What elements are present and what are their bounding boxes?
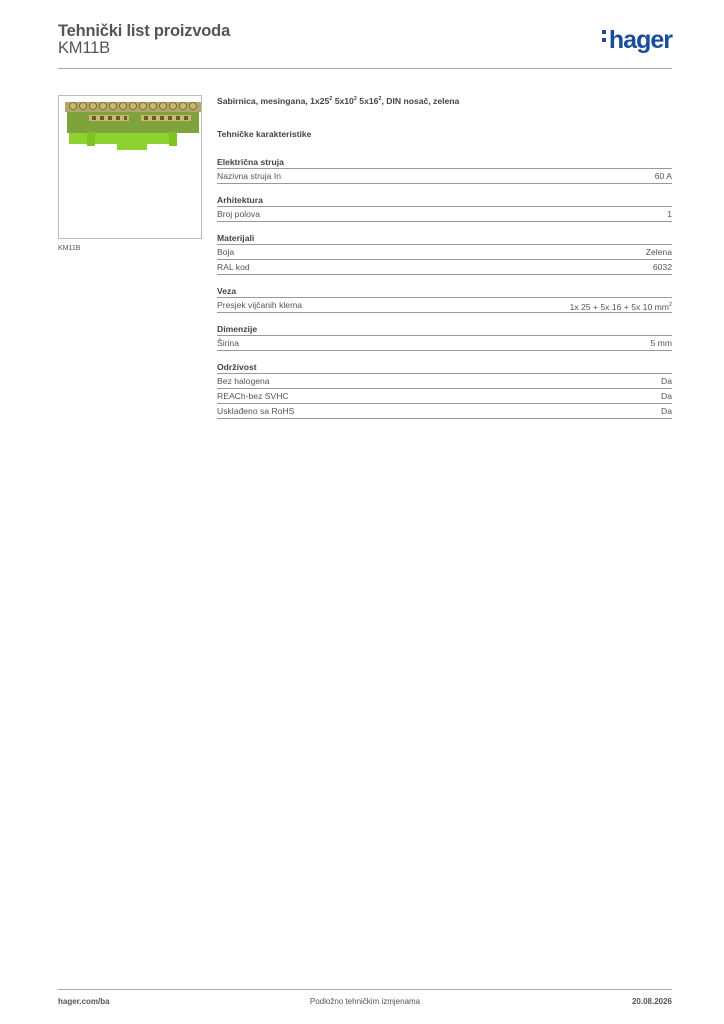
document-title: Tehnički list proizvoda [58, 22, 231, 40]
image-caption: KM11B [58, 245, 81, 252]
section-title: Dimenzije [217, 322, 672, 336]
spec-label: Presjek vijčanih klema [217, 300, 303, 310]
page-header [58, 20, 672, 70]
spec-row [217, 260, 672, 275]
spec-label: Nazivna struja In [217, 171, 282, 181]
change-notice: Podložno tehničkim izmjenama [309, 997, 421, 1006]
product-code: KM11B [58, 39, 110, 57]
logo-text: hager [608, 26, 672, 54]
hager-logo[interactable] [602, 26, 672, 54]
spec-value: 6032 [652, 262, 672, 272]
section-dimensions [217, 322, 672, 351]
spec-row [217, 389, 672, 404]
spec-label: Bez halogena [217, 376, 270, 386]
spec-row [217, 245, 672, 260]
spec-value: 1 [667, 209, 672, 219]
section-title: Održivost [217, 360, 672, 374]
spec-label: RAL kod [217, 262, 250, 272]
spec-value: Da [661, 391, 672, 401]
header-divider [58, 68, 672, 69]
spec-row [217, 298, 672, 313]
section-title: Arhitektura [217, 193, 672, 207]
product-description: Sabirnica, mesingana, $1x25^2$ $5x10^2$ $5x16^2$, DIN nosač, zelena [217, 96, 460, 106]
spec-value: Zelena [645, 247, 672, 257]
website-link[interactable]: hager.com/ba [58, 997, 110, 1006]
spec-label: Usklađeno sa RoHS [217, 406, 295, 416]
footer-divider [58, 989, 672, 990]
logo-colon-icon [602, 26, 607, 46]
technical-heading: Tehničke karakteristike [217, 129, 312, 139]
spec-value: 1x 25 + 5x 16 + 5x 10 $mm^2$ [569, 301, 672, 312]
spec-label: Boja [217, 247, 235, 257]
spec-row [217, 336, 672, 351]
section-materials [217, 231, 672, 275]
spec-label: REACh-bez SVHC [217, 391, 289, 401]
spec-row [217, 169, 672, 184]
spec-value: Da [661, 376, 672, 386]
specifications [217, 96, 672, 428]
spec-value: 5 mm [650, 338, 672, 348]
busbar-terminal-icon [59, 96, 202, 239]
section-connection [217, 284, 672, 313]
spec-row [217, 207, 672, 222]
section-title: Veza [217, 284, 672, 298]
spec-value: 60 A [654, 171, 672, 181]
spec-label: Broj polova [217, 209, 260, 219]
spec-row [217, 374, 672, 389]
spec-row [217, 404, 672, 419]
section-title: Električna struja [217, 155, 672, 169]
section-sustainability [217, 360, 672, 419]
document-date: 20.08.2026 [631, 997, 672, 1006]
section-electric-current [217, 155, 672, 184]
product-image [58, 95, 202, 239]
section-title: Materijali [217, 231, 672, 245]
spec-label: Širina [217, 338, 239, 348]
spec-value: Da [661, 406, 672, 416]
section-architecture [217, 193, 672, 222]
page-footer [58, 997, 672, 1009]
